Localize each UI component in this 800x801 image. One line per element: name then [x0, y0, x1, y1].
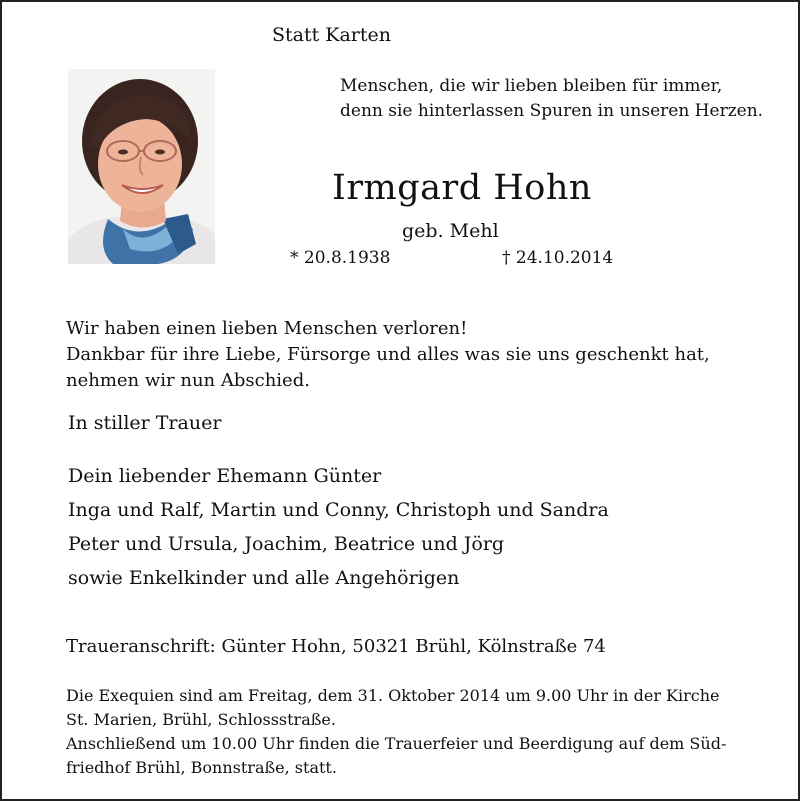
family-line: Peter und Ursula, Joachim, Beatrice und Jörg — [68, 533, 505, 555]
intro-line: Wir haben einen lieben Menschen verloren! — [66, 318, 468, 339]
birth-date: * 20.8.1938 — [290, 248, 391, 268]
portrait-image — [68, 69, 215, 264]
statt-karten-heading: Statt Karten — [272, 24, 392, 46]
mourning-address: Traueranschrift: Günter Hohn, 50321 Brühl, Kölnstraße 74 — [66, 636, 606, 657]
family-line: sowie Enkelkinder und alle Angehörigen — [68, 567, 460, 589]
service-line: friedhof Brühl, Bonnstraße, statt. — [66, 758, 337, 777]
quote-line: denn sie hinterlassen Spuren in unseren Herzen. — [340, 101, 764, 121]
service-line: Die Exequien sind am Freitag, dem 31. Oktober 2014 um 9.00 Uhr in der Kirche — [66, 686, 720, 705]
deceased-name: Irmgard Hohn — [332, 168, 592, 208]
service-line: St. Marien, Brühl, Schlossstraße. — [66, 710, 336, 729]
intro-line: Dankbar für ihre Liebe, Fürsorge und alles was sie uns geschenkt hat, — [66, 344, 710, 365]
quote-line: Menschen, die wir lieben bleiben für immer, — [340, 76, 723, 96]
service-line: Anschließend um 10.00 Uhr finden die Trauerfeier und Beerdigung auf dem Süd- — [66, 734, 727, 753]
mourning-label: In stiller Trauer — [68, 412, 222, 434]
death-date: † 24.10.2014 — [502, 248, 614, 268]
memorial-quote — [340, 74, 763, 124]
family-line: Dein liebender Ehemann Günter — [68, 465, 382, 487]
family-line: Inga und Ralf, Martin und Conny, Christoph und Sandra — [68, 499, 609, 521]
intro-line: nehmen wir nun Abschied. — [66, 370, 310, 391]
service-details — [66, 684, 726, 780]
maiden-name: geb. Mehl — [402, 220, 499, 242]
portrait-photo — [68, 69, 215, 264]
family-list — [68, 459, 609, 595]
intro-text — [66, 316, 710, 394]
